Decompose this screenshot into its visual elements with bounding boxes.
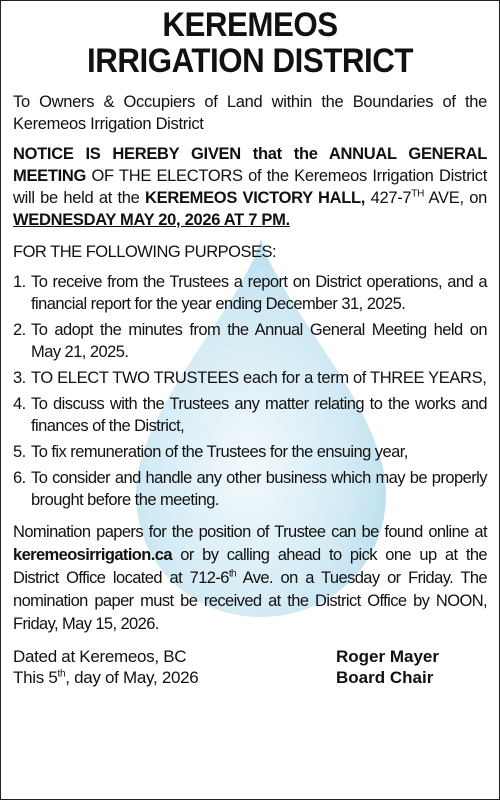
website-link[interactable]: keremeosirrigation.ca [13, 546, 172, 564]
title-line-1: KEREMEOS [162, 6, 338, 44]
intro-paragraph: To Owners & Occupiers of Land within the Boundaries of the Keremeos Irrigation District [13, 93, 487, 133]
list-item-number: 3. [13, 369, 26, 387]
list-item [13, 367, 487, 389]
date-line [13, 667, 198, 688]
list-item [13, 393, 487, 437]
list-item [13, 467, 487, 511]
list-item-number: 2. [13, 321, 26, 339]
nomination-mid: or by calling ahead to pick one up at the District Office located at 712-6 [13, 546, 487, 587]
title-line-2: IRRIGATION DISTRICT [86, 42, 414, 80]
nomination-post: Ave. on a Tuesday or Friday. The nomination paper must be received at the District Office by NOON, Friday, May 15, 2026. [13, 569, 488, 633]
list-item [13, 319, 487, 363]
page-title [32, 7, 468, 79]
signer-block [336, 646, 487, 688]
list-item-number: 4. [13, 395, 26, 413]
notice-address-pre: 427-7 [365, 189, 412, 207]
signer-name: Roger Mayer [336, 647, 439, 666]
notice-venue: KEREMEOS VICTORY HALL, [145, 189, 366, 207]
dated-line: Dated at Keremeos, BC [13, 647, 187, 666]
date-sup: th [57, 668, 66, 680]
list-item-text: To discuss with the Trustees any matter relating to the works and finances of the District, [31, 395, 487, 435]
list-item-text: To consider and handle any other business which may be properly brought before the meeting. [31, 469, 487, 509]
dated-block [13, 646, 198, 688]
nomination-sup: th [228, 568, 236, 580]
list-item-text: To fix remuneration of the Trustees for the ensuing year, [31, 443, 408, 461]
purposes-list [13, 271, 487, 511]
list-item-text: To adopt the minutes from the Annual General Meeting held on May 21, 2025. [31, 321, 487, 361]
signature-block [13, 646, 487, 688]
list-item-number: 1. [13, 273, 26, 291]
notice-paragraph [13, 143, 487, 231]
notice-datetime: WEDNESDAY MAY 20, 2026 AT 7 PM. [13, 211, 290, 229]
date-post: , day of May, 2026 [65, 668, 199, 687]
list-item-number: 5. [13, 443, 26, 461]
notice-lead: NOTICE IS HEREBY GIVEN that the ANNUAL GENERAL MEETING [13, 145, 487, 185]
list-item-number: 6. [13, 469, 26, 487]
nomination-paragraph [13, 521, 487, 636]
notice-middle: OF THE ELECTORS of the Keremeos Irrigation District will be held at the [13, 167, 487, 207]
list-item [13, 441, 487, 463]
list-item-text: To receive from the Trustees a report on District operations, and a financial report for the year ending December 31, 2025. [31, 273, 487, 313]
date-pre: This 5 [13, 668, 58, 687]
purposes-heading: FOR THE FOLLOWING PURPOSES: [13, 243, 277, 261]
notice-address-post: AVE, on [424, 189, 487, 207]
list-item [13, 271, 487, 315]
signer-title: Board Chair [336, 668, 434, 687]
list-item-text: TO ELECT TWO TRUSTEES each for a term of THREE YEARS, [31, 369, 487, 387]
notice-address-sup: TH [411, 188, 424, 200]
nomination-pre: Nomination papers for the position of Trustee can be found online at [13, 523, 487, 541]
